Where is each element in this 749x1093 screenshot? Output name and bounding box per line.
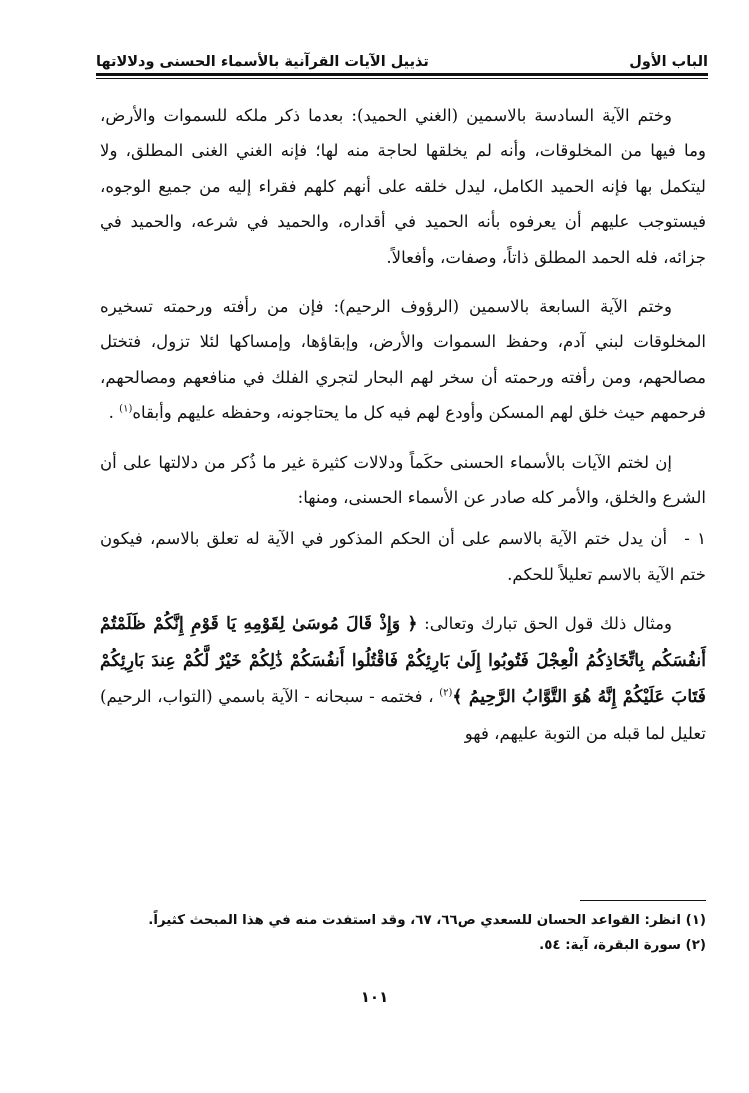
chapter-title: الباب الأول bbox=[629, 54, 708, 70]
quran-verse: ﴿ وَإِذْ قَالَ مُوسَىٰ لِقَوْمِهِ يَا قَوْمِ إِنَّكُمْ ظَلَمْتُمْ أَنفُسَكُم بِاتِّخَاذِكُمُ الْعِجْلَ فَتُوبُوا إِلَىٰ بَارِئِكُمْ فَاقْتُلُوا أَنفُسَكُمْ ذَٰلِكُمْ خَيْرٌ لَّكُمْ عِندَ بَارِئِكُمْ فَتَابَ عَلَيْكُمْ إِنَّهُ هُوَ التَّوَّابُ الرَّحِيمُ ﴾ bbox=[100, 614, 706, 708]
header-rule-thin bbox=[96, 78, 708, 79]
header-rule-thick bbox=[96, 73, 708, 76]
footnote-ref-1: (١) bbox=[119, 403, 133, 415]
paragraph-rauf-rahim bbox=[100, 289, 706, 431]
paragraph-wisdoms bbox=[100, 445, 706, 516]
paragraph-example bbox=[100, 606, 706, 751]
footnote-separator bbox=[580, 900, 706, 901]
footnote-ref-2: (٢) bbox=[439, 687, 453, 699]
paragraph-ghani-hamid: وختم الآية السادسة بالاسمين (الغني الحميد): بعدما ذكر ملكه للسموات والأرض، وما فيها من المخلوقات، وأنه لم يخلقها لحاجة منه لها؛ فإنه الغني الغنى المطلق، ولا ليتكمل بها فإنه الحميد الكامل، ليدل خلقه على أنهم كلهم فقراء إليه من جميع الوجوه، فيستوجب عليهم أن يعرفوه بأنه الحميد في أقداره، والحميد في شرعه، والحميد في جزائه، فله الحمد المطلق ذاتاً، وصفات، وأفعالاً. bbox=[100, 106, 706, 267]
paragraph-end: . bbox=[108, 403, 120, 423]
page-number: ١٠١ bbox=[360, 988, 389, 1006]
body-text bbox=[100, 98, 706, 765]
book-title: تذييل الآيات القرآنية بالأسماء الحسنى ودلالاتها bbox=[96, 54, 429, 70]
list-item-number: ١ - bbox=[684, 529, 706, 549]
list-item-1 bbox=[100, 521, 706, 592]
footnote-1: (١) انظر: القواعد الحسان للسعدي ص٦٦، ٦٧، وقد استفدت منه في هذا المبحث كثيراً. bbox=[148, 913, 706, 928]
footnotes bbox=[100, 908, 706, 958]
example-intro: ومثال ذلك قول الحق تبارك وتعالى: bbox=[424, 614, 672, 634]
paragraph-wisdoms-intro: ومنها: bbox=[297, 488, 338, 508]
paragraph-rauf-rahim-text: وختم الآية السابعة بالاسمين (الرؤوف الرحيم): فإن من رأفته ورحمته تسخيره المخلوقات لبني آدم، وحفظ السموات والأرض، وإبقاؤها، وإمساكها لئلا تزول، فتختل مصالحهم، ومن رأفته ورحمته أن سخر لهم البحار لتجري الفلك في منافعهم ومصالحهم، فرحمهم حيث خلق لهم المسكن وأودع لهم فيه كل ما يحتاجونه، وحفظه عليهم وأبقاه bbox=[100, 297, 707, 423]
example-continuation: ، فختمه - سبحانه - الآية باسمي (التواب، الرحيم) تعليل لما قبله من التوبة عليهم، فهو bbox=[100, 687, 706, 743]
footnote-2: (٢) سورة البقرة، آية: ٥٤. bbox=[539, 938, 706, 953]
list-item-text: أن يدل ختم الآية بالاسم على أن الحكم المذكور في الآية له تعلق بالاسم، فيكون ختم الآية بالاسم تعليلاً للحكم. bbox=[100, 529, 706, 584]
paragraph-wisdoms-text: إن لختم الآيات بالأسماء الحسنى حكَماً ودلالات كثيرة غير ما ذُكر من دلالتها على أن الشرع والخلق، والأمر كله صادر عن الأسماء الحسنى، bbox=[100, 452, 706, 508]
running-header bbox=[96, 40, 708, 70]
